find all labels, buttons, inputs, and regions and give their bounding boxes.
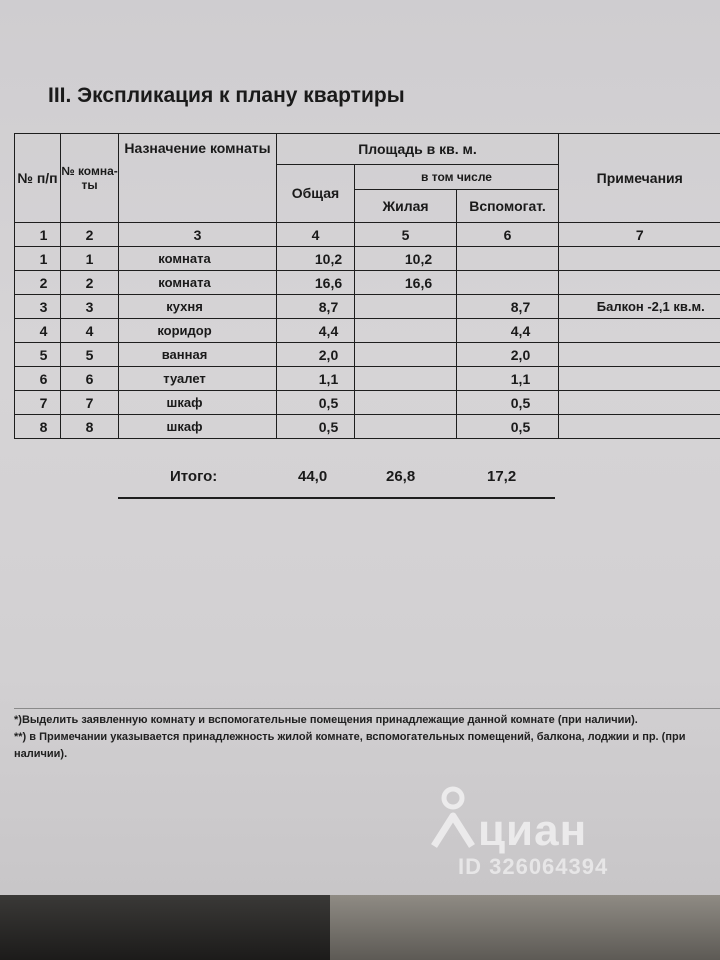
area-living	[355, 343, 457, 367]
column-number: 4	[277, 223, 355, 247]
room-name: шкаф	[119, 415, 277, 439]
header-total: Общая	[277, 165, 355, 223]
totals-aux: 17,2	[487, 468, 517, 485]
row-note	[559, 415, 720, 439]
area-total: 0,5	[277, 415, 355, 439]
room-name: туалет	[119, 367, 277, 391]
area-total: 2,0	[277, 343, 355, 367]
column-number: 5	[355, 223, 457, 247]
header-including: в том числе	[355, 165, 559, 190]
room-name: комната	[119, 271, 277, 295]
room-number: 1	[61, 247, 119, 271]
table-row	[15, 367, 720, 391]
row-note	[559, 319, 720, 343]
area-total: 4,4	[277, 319, 355, 343]
column-number-row	[15, 223, 720, 247]
column-number: 6	[457, 223, 559, 247]
watermark-brand: циан	[478, 806, 588, 855]
table-row	[15, 319, 720, 343]
area-living	[355, 319, 457, 343]
table-row	[15, 295, 720, 319]
table-header-row	[15, 134, 720, 165]
area-aux: 2,0	[457, 343, 559, 367]
room-name: шкаф	[119, 391, 277, 415]
table-row	[15, 391, 720, 415]
row-number: 3	[15, 295, 61, 319]
totals-living: 26,8	[386, 468, 416, 485]
footnote-1: *)Выделить заявленную комнату и вспомогательные помещения принадлежащие данной комнате (при наличии).	[14, 714, 638, 726]
area-living	[355, 415, 457, 439]
area-total: 0,5	[277, 391, 355, 415]
area-aux: 1,1	[457, 367, 559, 391]
room-number: 7	[61, 391, 119, 415]
column-number: 7	[559, 223, 720, 247]
table-row	[15, 247, 720, 271]
header-living: Жилая	[355, 190, 457, 223]
row-number: 8	[15, 415, 61, 439]
area-living: 10,2	[355, 247, 457, 271]
row-number: 4	[15, 319, 61, 343]
table-row	[15, 271, 720, 295]
footnote-2: **) в Примечании указывается принадлежность жилой комнате, вспомогательных помещений, балкона, лоджии и пр. (при	[14, 731, 686, 743]
table-row	[15, 343, 720, 367]
area-aux: 4,4	[457, 319, 559, 343]
room-name: комната	[119, 247, 277, 271]
row-note	[559, 247, 720, 271]
room-name: коридор	[119, 319, 277, 343]
table-row	[15, 415, 720, 439]
column-number: 2	[61, 223, 119, 247]
area-total: 16,6	[277, 271, 355, 295]
header-aux: Вспомогат.	[457, 190, 559, 223]
row-note	[559, 271, 720, 295]
area-living	[355, 391, 457, 415]
room-name: кухня	[119, 295, 277, 319]
area-living	[355, 295, 457, 319]
location-pin-icon	[430, 786, 476, 856]
column-number: 1	[15, 223, 61, 247]
explication-table	[14, 133, 720, 439]
row-number: 5	[15, 343, 61, 367]
watermark-id: ID 326064394	[458, 854, 609, 879]
totals-label: Итого:	[170, 468, 218, 485]
column-number: 3	[119, 223, 277, 247]
room-number: 8	[61, 415, 119, 439]
area-aux	[457, 247, 559, 271]
row-number: 7	[15, 391, 61, 415]
room-number: 2	[61, 271, 119, 295]
area-living	[355, 367, 457, 391]
area-aux: 0,5	[457, 415, 559, 439]
row-note	[559, 367, 720, 391]
header-area-group: Площадь в кв. м.	[277, 134, 559, 165]
area-total: 10,2	[277, 247, 355, 271]
row-note	[559, 391, 720, 415]
row-note	[559, 343, 720, 367]
background-surface-light	[330, 895, 720, 960]
area-aux	[457, 271, 559, 295]
footnote-3: наличии).	[14, 748, 68, 760]
area-total: 1,1	[277, 367, 355, 391]
footnote-divider	[14, 708, 720, 709]
room-name: ванная	[119, 343, 277, 367]
header-row-number: № п/п	[15, 134, 61, 223]
totals-total: 44,0	[298, 468, 328, 485]
page-title: III. Экспликация к плану квартиры	[48, 84, 405, 107]
row-number: 1	[15, 247, 61, 271]
header-notes: Примечания	[559, 134, 720, 223]
room-number: 5	[61, 343, 119, 367]
area-total: 8,7	[277, 295, 355, 319]
area-aux: 0,5	[457, 391, 559, 415]
header-room-number: № комна- ты	[61, 134, 119, 223]
area-aux: 8,7	[457, 295, 559, 319]
room-number: 4	[61, 319, 119, 343]
room-number: 6	[61, 367, 119, 391]
totals-underline	[118, 497, 555, 499]
row-note: Балкон -2,1 кв.м.	[559, 295, 720, 319]
room-number: 3	[61, 295, 119, 319]
area-living: 16,6	[355, 271, 457, 295]
row-number: 2	[15, 271, 61, 295]
header-room-purpose: Назначение комнаты	[119, 134, 277, 223]
row-number: 6	[15, 367, 61, 391]
